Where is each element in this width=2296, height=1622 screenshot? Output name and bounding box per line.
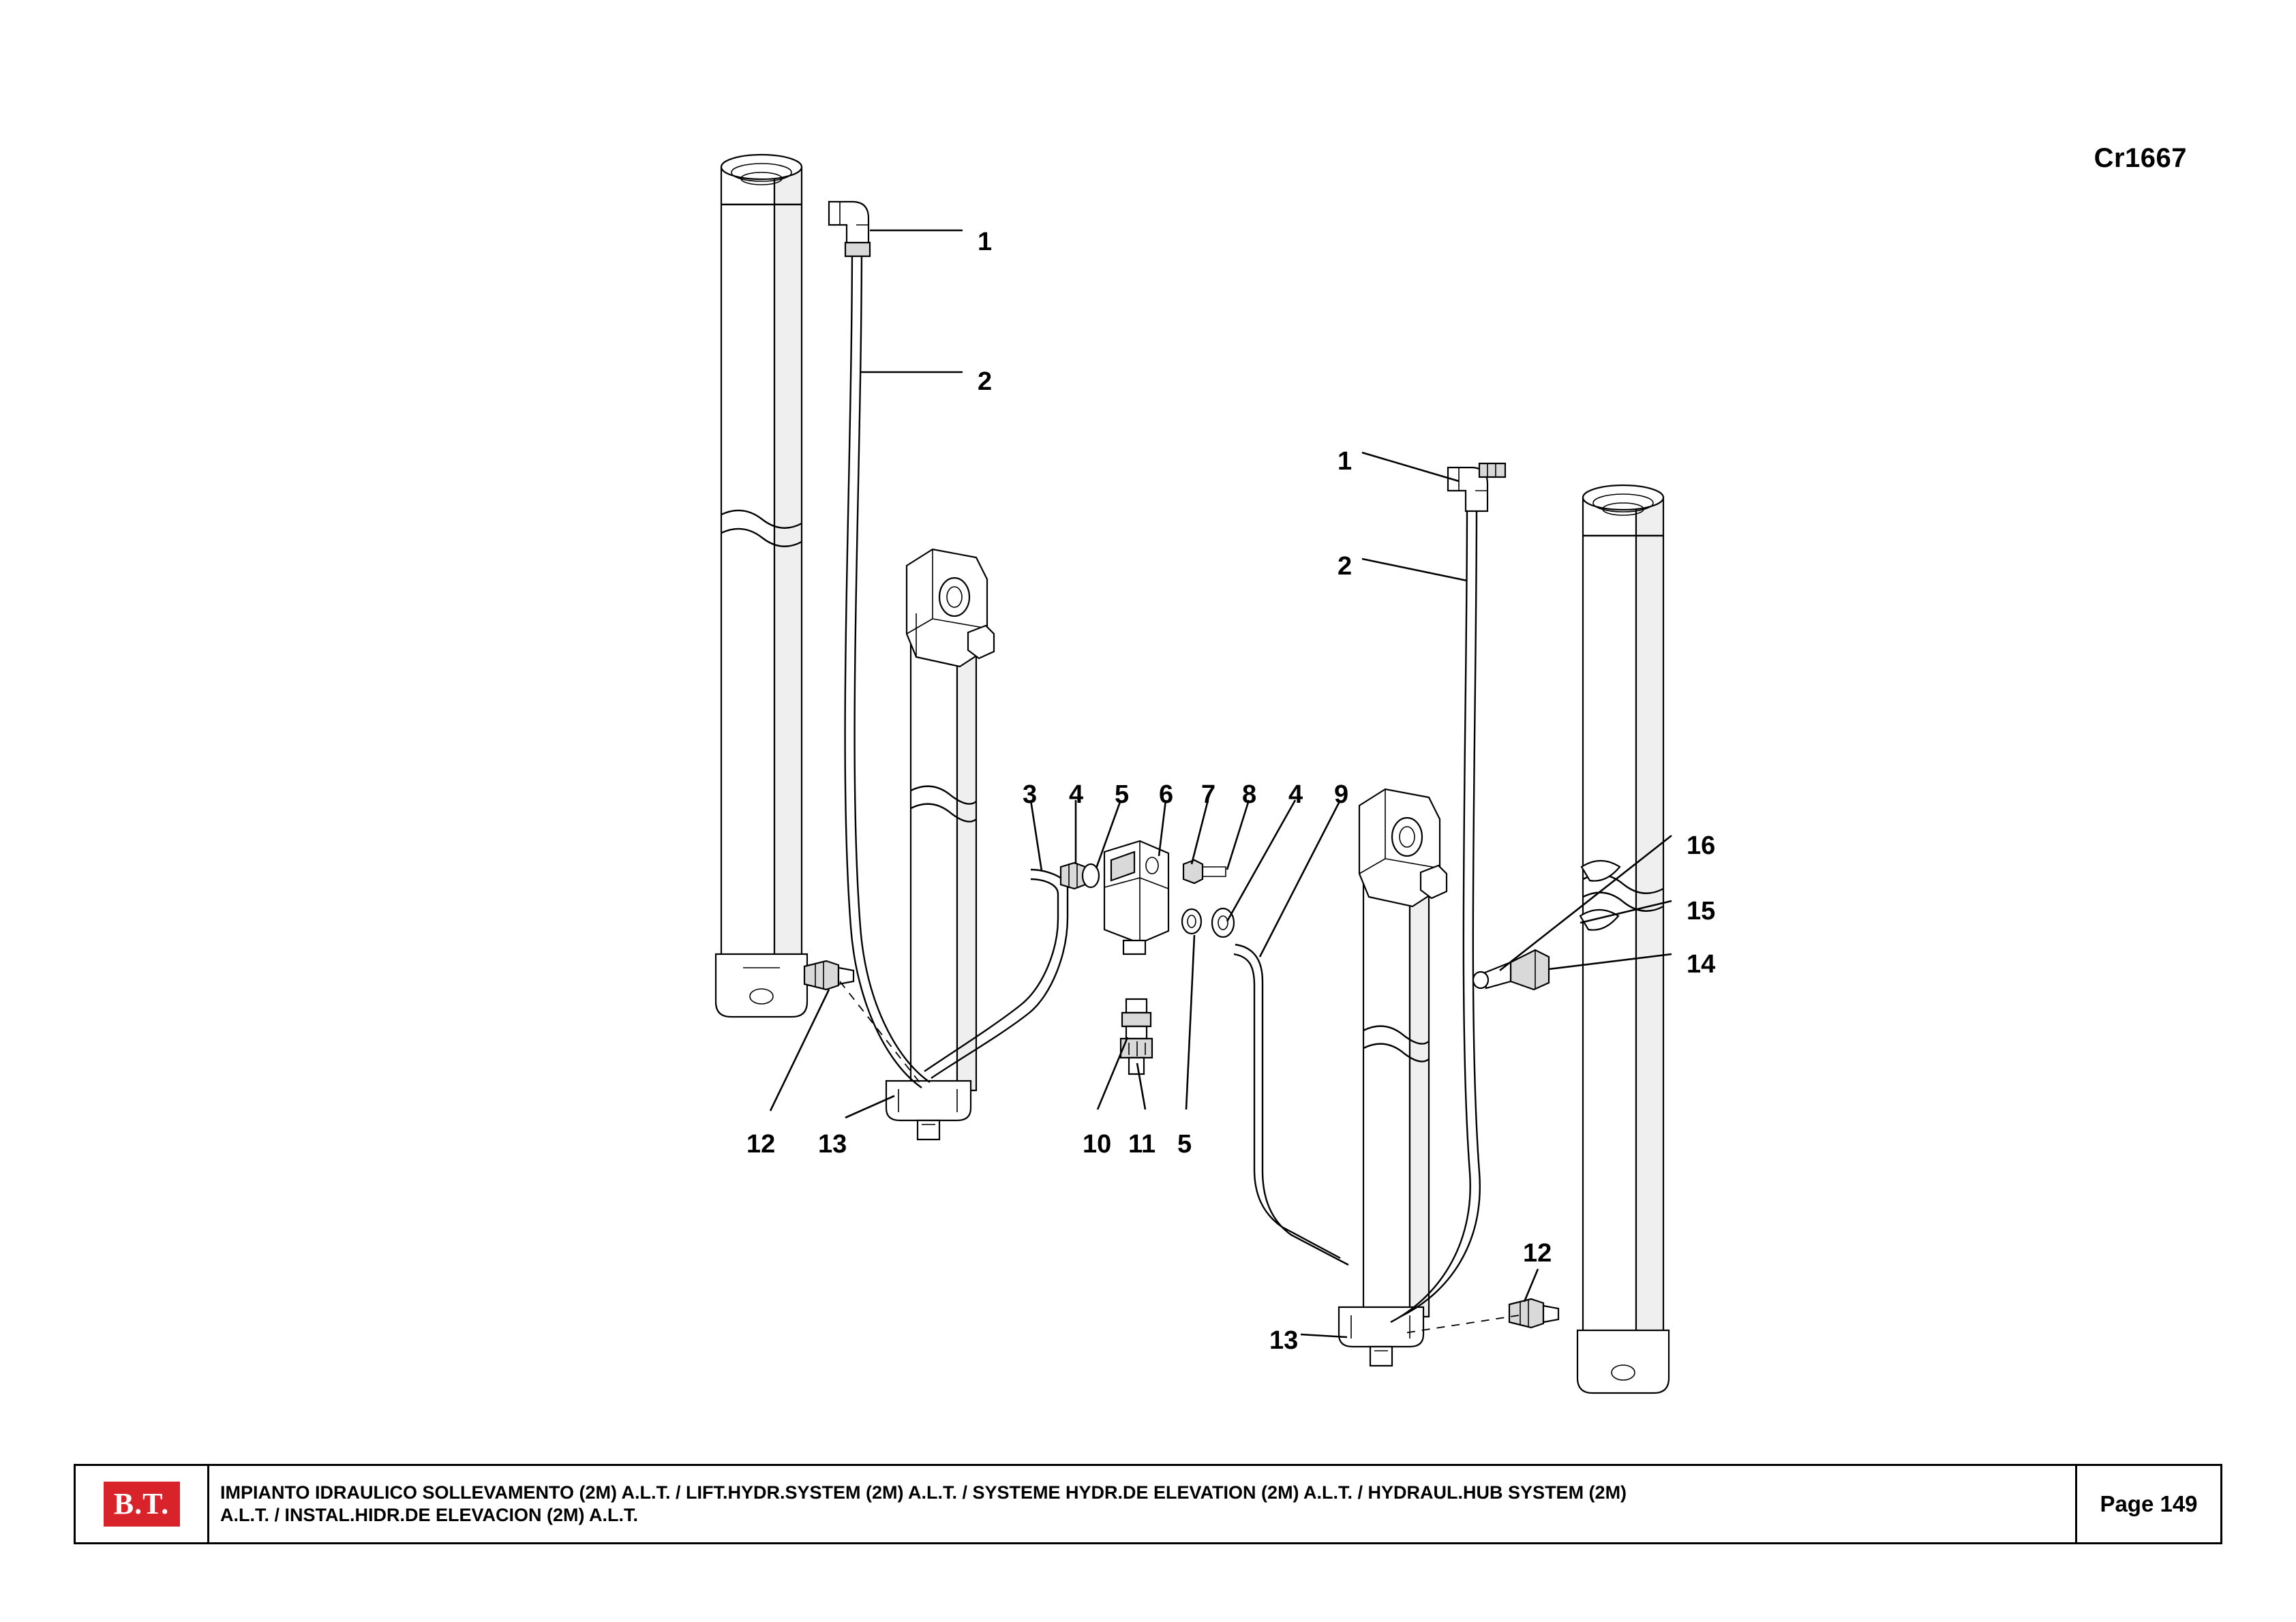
part-14-fitting xyxy=(1473,950,1549,990)
bt-logo xyxy=(104,1482,180,1527)
valve-body xyxy=(1104,841,1168,954)
callout-13-left: 13 xyxy=(818,1130,847,1159)
callout-11: 11 xyxy=(1128,1130,1156,1159)
fitting-4-left xyxy=(1061,863,1099,889)
washer-8 xyxy=(1212,908,1234,937)
caption-text xyxy=(220,1482,1627,1527)
bolt-7 xyxy=(1183,860,1226,883)
callout-12-left: 12 xyxy=(746,1130,776,1159)
callout-4-upper: 4 xyxy=(1069,780,1084,809)
callout-14: 14 xyxy=(1687,950,1716,979)
callout-3: 3 xyxy=(1023,780,1038,809)
fitting-5-lower xyxy=(1182,909,1201,934)
callout-7: 7 xyxy=(1201,780,1216,809)
callout-5-upper: 5 xyxy=(1115,780,1130,809)
caption-cell xyxy=(209,1466,2077,1542)
valve-block-assembly xyxy=(924,841,1348,1265)
callout-10: 10 xyxy=(1083,1130,1112,1159)
callout-12-right: 12 xyxy=(1523,1239,1552,1268)
right-inner-mast xyxy=(1339,789,1447,1366)
page-cell xyxy=(2077,1466,2220,1542)
left-outer-cylinder xyxy=(716,155,807,1017)
caption-line-2: A.L.T. / INSTAL.HIDR.DE ELEVACION (2M) A.L.T. xyxy=(220,1505,638,1525)
right-port-fitting xyxy=(1509,1299,1558,1328)
callout-5-lower: 5 xyxy=(1177,1130,1192,1159)
assembly-axis-right xyxy=(1404,1315,1519,1333)
drain-valve-10-11 xyxy=(1121,999,1152,1074)
callout-8: 8 xyxy=(1242,780,1257,809)
callout-2-right: 2 xyxy=(1338,552,1353,581)
left-hose-assembly xyxy=(829,202,930,1088)
title-block xyxy=(74,1464,2222,1544)
drawing-code: Cr1667 xyxy=(2094,143,2187,173)
callout-6: 6 xyxy=(1159,780,1174,809)
callout-16: 16 xyxy=(1687,831,1716,860)
left-inner-mast xyxy=(886,549,994,1139)
leader-lines xyxy=(770,230,1672,1337)
part-15-16-clips xyxy=(1580,861,1620,930)
assembly-axis-left xyxy=(840,981,922,1085)
callout-13-right: 13 xyxy=(1269,1326,1299,1355)
right-hose-assembly xyxy=(1391,463,1505,1322)
left-port-fitting xyxy=(804,961,854,990)
callout-1-right: 1 xyxy=(1338,447,1353,476)
page-label: Page 149 xyxy=(2100,1491,2198,1516)
logo-cell xyxy=(76,1466,209,1542)
caption-line-1: IMPIANTO IDRAULICO SOLLEVAMENTO (2M) A.L.T. / LIFT.HYDR.SYSTEM (2M) A.L.T. / SYSTEME HYDR.DE ELEVATION (2M) A.L.T. / HYDRAUL.HUB SYSTEM (2M) xyxy=(220,1482,1627,1503)
callout-2-left: 2 xyxy=(978,367,993,396)
callout-4-right: 4 xyxy=(1288,780,1303,809)
callout-15: 15 xyxy=(1687,897,1716,925)
right-outer-cylinder xyxy=(1577,485,1669,1393)
callout-9: 9 xyxy=(1334,780,1349,809)
callout-1-left: 1 xyxy=(978,228,993,256)
bt-logo-text: B.T. xyxy=(113,1487,170,1520)
